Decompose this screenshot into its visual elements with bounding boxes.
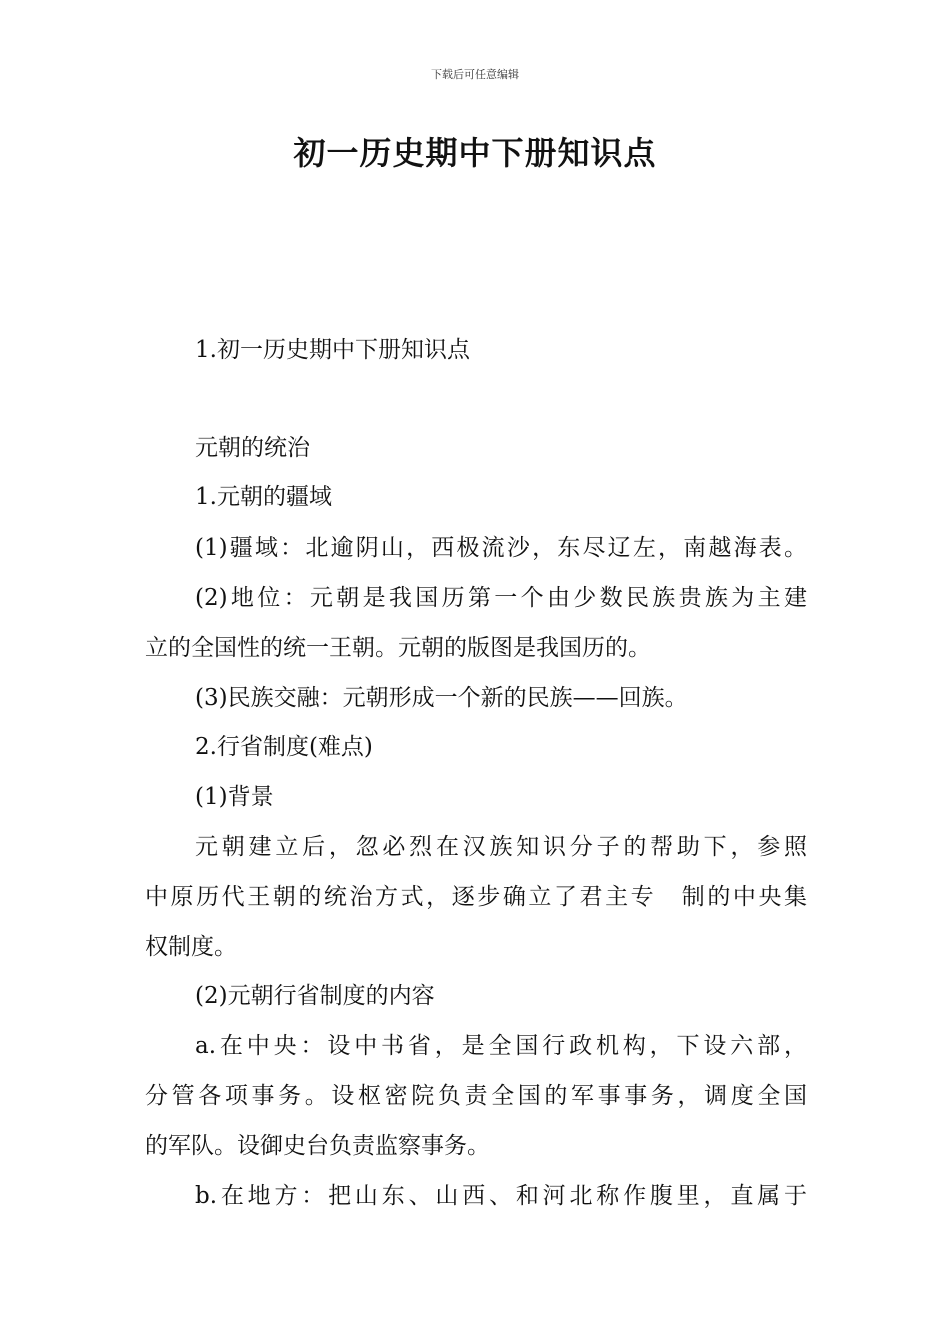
paragraph-line: b.在地方：把山东、山西、和河北称作腹里，直属于 [195,1183,807,1209]
header-note: 下载后可任意编辑 [431,68,519,81]
paragraph-line: 分管各项事务。设枢密院负责全国的军事事务，调度全国 [145,1083,807,1109]
document-title: 初一历史期中下册知识点 [293,134,657,172]
paragraph-line: 立的全国性的统一王朝。元朝的版图是我国历的。 [145,635,651,661]
paragraph-line: (3)民族交融：元朝形成一个新的民族——回族。 [195,685,688,711]
paragraph-line: (2)地位：元朝是我国历第一个由少数民族贵族为主建 [195,585,807,611]
paragraph-line: 元朝建立后，忽必烈在汉族知识分子的帮助下，参照 [195,834,807,860]
paragraph-line: 的军队。设御史台负责监察事务。 [145,1133,490,1159]
paragraph-line: 权制度。 [145,934,237,960]
chapter-heading: 元朝的统治 [195,435,310,461]
subheading: (2)元朝行省制度的内容 [195,983,435,1009]
subheading: 1.元朝的疆域 [195,484,332,510]
paragraph-line: 中原历代王朝的统治方式，逐步确立了君主专 制的中央集 [145,884,807,910]
subheading: 2.行省制度(难点) [195,734,373,760]
subheading: (1)背景 [195,784,274,810]
paragraph-line: a.在中央：设中书省，是全国行政机构，下设六部， [195,1033,807,1059]
section-heading: 1.初一历史期中下册知识点 [195,337,470,363]
paragraph-line: (1)疆域：北逾阴山，西极流沙，东尽辽左，南越海表。 [195,535,807,561]
